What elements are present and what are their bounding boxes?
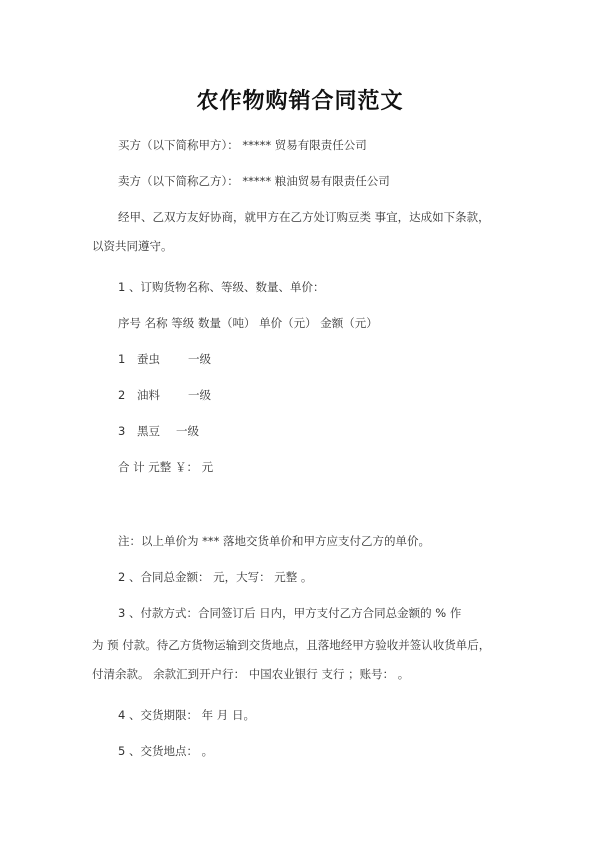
table-header: 序号 名称 等级 数量（吨） 单价（元） 金额（元） [118,316,378,330]
table-row-name: 黑豆 [137,424,160,438]
document-title: 农作物购销合同范文 [196,89,404,114]
section4-line: 4 、交货期限： 年 月 日。 [118,708,255,722]
price-note: 注：以上单价为 *** 落地交货单价和甲方应支付乙方的单价。 [118,534,431,548]
table-row-grade: 一级 [188,388,211,402]
table-row-no: 1 [118,352,126,366]
buyer-line: 买方（以下简称甲方）： ***** 贸易有限责任公司 [118,138,367,152]
table-row-grade: 一级 [188,352,211,366]
section3-line-1: 3 、付款方式：合同签订后 日内，甲方支付乙方合同总金额的 % 作 [118,606,462,620]
table-row-name: 蚕虫 [137,352,160,366]
section3-line-3: 付清余款。 余款汇到开户行： 中国农业银行 支行 ；账号： 。 [92,667,410,681]
table-row-name: 油料 [137,388,160,402]
intro-line-2: 以资共同遵守。 [92,239,173,253]
section2-line: 2 、合同总金额： 元，大写： 元整 。 [118,570,313,584]
total-line: 合 计 元整 ￥： 元 [118,460,214,474]
table-row-no: 3 [118,424,126,438]
table-row-no: 2 [118,388,126,402]
table-row-grade: 一级 [176,424,199,438]
section3-line-2: 为 预 付款。待乙方货物运输到交货地点，且落地经甲方验收并签认收货单后， [92,638,491,652]
section1-heading: 1 、订购货物名称、等级、数量、单价： [118,280,325,294]
seller-line: 卖方（以下简称乙方）： ***** 粮油贸易有限责任公司 [118,174,390,188]
section5-line: 5 、交货地点： 。 [118,744,214,758]
intro-line-1: 经甲、乙双方友好协商，就甲方在乙方处订购豆类 事宜，达成如下条款， [118,210,490,224]
